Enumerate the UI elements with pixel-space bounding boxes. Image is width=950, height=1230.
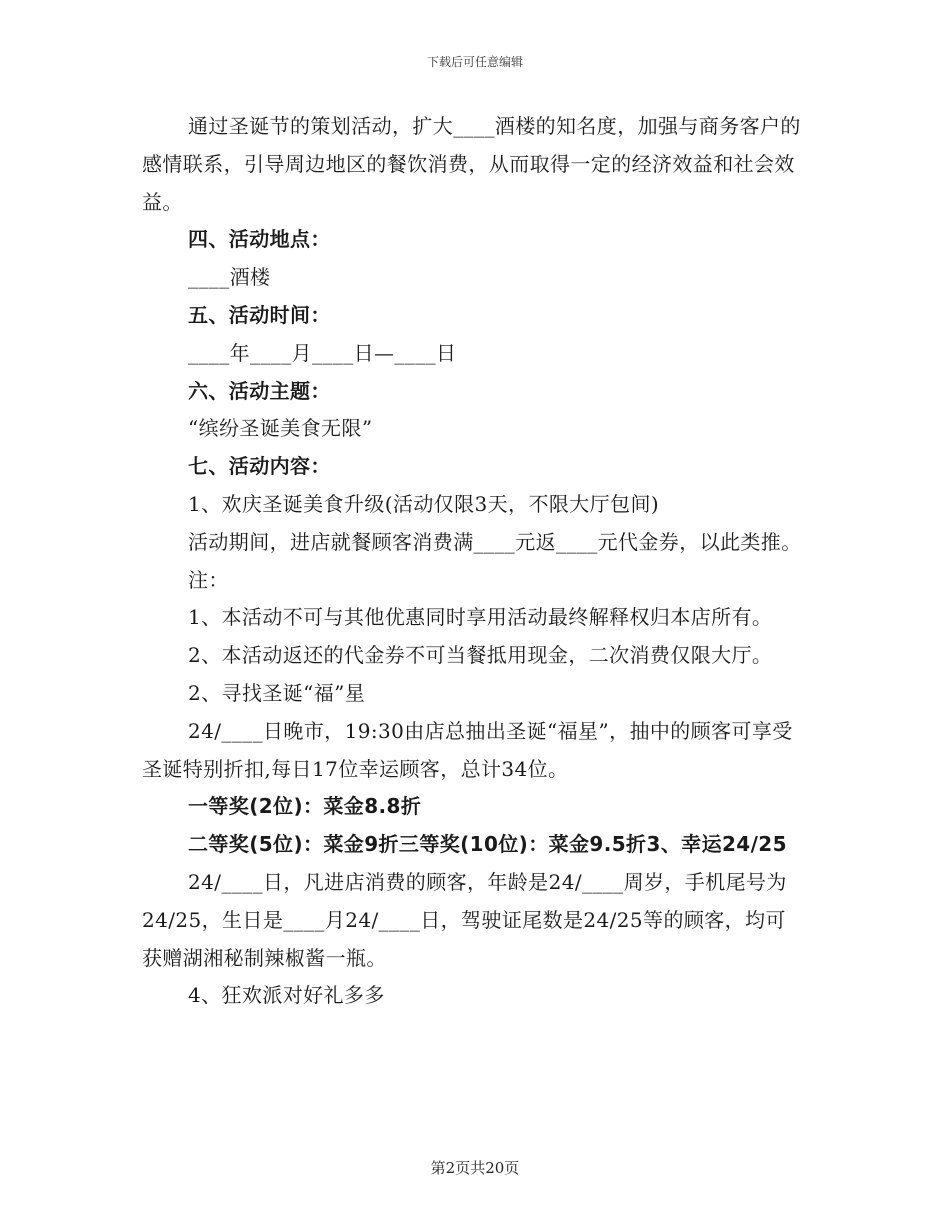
theme-paragraph: “缤纷圣诞美食无限” [188, 416, 373, 441]
location-paragraph: ____酒楼 [188, 265, 271, 290]
section-heading-location: 四、活动地点： [188, 227, 331, 252]
content-item-4: 4、狂欢派对好礼多多 [188, 983, 385, 1008]
section-heading-theme: 六、活动主题： [188, 378, 331, 403]
note-label: 注： [188, 567, 229, 592]
prize-second-third: 二等奖(5位)：菜金9折三等奖(10位)：菜金9.5折3、幸运24/25 [188, 832, 787, 857]
document-body [142, 108, 802, 1015]
note-1: 1、本活动不可与其他优惠同时享用活动最终解释权归本店所有。 [188, 605, 773, 630]
lucky-desc: 24/____日，凡进店消费的顾客，年龄是24/____周岁，手机尾号为24/25，生日是____月24/____日，驾驶证尾数是24/25等的顾客，均可获赠湖湘秘制辣椒酱一瓶。 [142, 869, 787, 970]
page-header-note: 下载后可任意编辑 [426, 55, 523, 69]
section-heading-time: 五、活动时间： [188, 302, 331, 327]
prize-first: 一等奖(2位)：菜金8.8折 [188, 794, 422, 819]
intro-paragraph: 通过圣诞节的策划活动，扩大____酒楼的知名度，加强与商务客户的感情联系，引导周边地区的餐饮消费，从而取得一定的经济效益和社会效益。 [142, 114, 801, 214]
note-2: 2、本活动返还的代金券不可当餐抵用现金，二次消费仅限大厅。 [188, 643, 773, 668]
content-item-2: 2、寻找圣诞“福”星 [188, 680, 366, 705]
content-item-1: 1、欢庆圣诞美食升级(活动仅限3天，不限大厅包间) [188, 491, 660, 516]
page-footer-number: 第2页共20页 [430, 1159, 520, 1177]
content-item-2-desc: 24/____日晚市，19:30由店总抽出圣诞“福星”，抽中的顾客可享受圣诞特别折扣,每日17位幸运顾客，总计34位。 [142, 718, 793, 781]
content-item-1-desc: 活动期间，进店就餐顾客消费满____元返____元代金券，以此类推。 [188, 529, 802, 554]
section-heading-content: 七、活动内容： [188, 454, 331, 479]
time-paragraph: ____年____月____日—____日 [188, 340, 457, 365]
